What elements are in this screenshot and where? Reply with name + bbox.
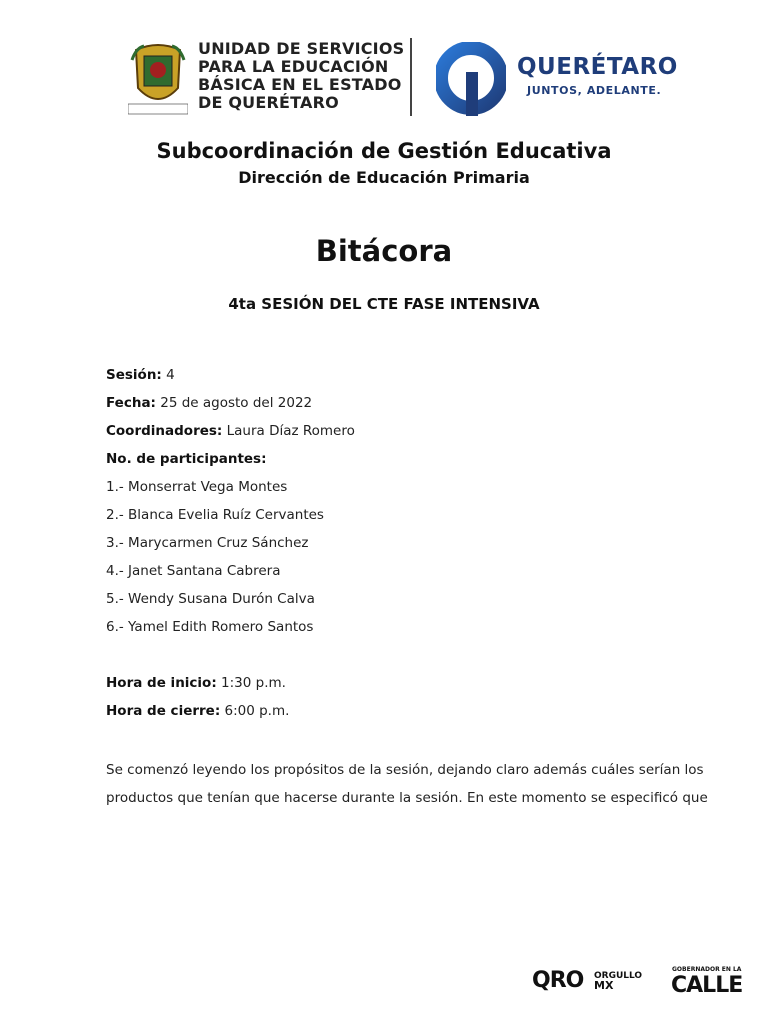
participant-item: 2.- Blanca Evelia Ruíz Cervantes — [106, 507, 324, 523]
participantes-label: No. de participantes: — [106, 451, 267, 467]
participant-item: 3.- Marycarmen Cruz Sánchez — [106, 535, 309, 551]
institution-line: BÁSICA EN EL ESTADO — [198, 75, 402, 94]
sesion-value: 4 — [161, 367, 175, 383]
state-name: QUERÉTARO — [517, 54, 678, 80]
institution-name — [198, 40, 404, 112]
fecha-row — [106, 392, 706, 420]
document-body — [106, 364, 706, 812]
participant-item: 4.- Janet Santana Cabrera — [106, 563, 281, 579]
participantes-row — [106, 448, 706, 476]
cierre-row — [106, 700, 706, 728]
coordinadores-value: Laura Díaz Romero — [222, 423, 355, 439]
inicio-row — [106, 672, 706, 700]
paragraph-line: Se comenzó leyendo los propósitos de la sesión, dejando claro además cuáles serían los — [106, 762, 704, 778]
session-title: 4ta SESIÓN DEL CTE FASE INTENSIVA — [228, 295, 540, 313]
institution-line: PARA LA EDUCACIÓN — [198, 57, 389, 76]
institution-line: UNIDAD DE SERVICIOS — [198, 39, 405, 58]
subcoordinacion-title: Subcoordinación de Gestión Educativa — [156, 139, 612, 163]
participant-item: 1.- Monserrat Vega Montes — [106, 479, 288, 495]
footer-calle-logo: CALLE — [671, 973, 743, 998]
coordinadores-row — [106, 420, 706, 448]
queretaro-seal-icon — [128, 40, 188, 116]
paragraph-line: productos que tenían que hacerse durante la sesión. En este momento se especificó que — [106, 790, 708, 806]
direccion-title: Dirección de Educación Primaria — [238, 168, 530, 187]
spacer — [106, 644, 706, 672]
footer-orgullo-logo — [594, 971, 642, 991]
queretaro-q-logo-icon — [436, 42, 506, 116]
inicio-label: Hora de inicio: — [106, 675, 217, 691]
orgullo-text: ORGULLO — [594, 971, 643, 981]
footer-gobernador-text: GOBERNADOR EN LA — [672, 966, 742, 973]
institution-line: DE QUERÉTARO — [198, 93, 339, 112]
participant-item: 5.- Wendy Susana Durón Calva — [106, 591, 315, 607]
header-divider — [410, 38, 412, 116]
sesion-label: Sesión: — [106, 367, 162, 383]
state-tagline: JUNTOS, ADELANTE. — [527, 84, 662, 97]
fecha-value: 25 de agosto del 2022 — [155, 395, 313, 411]
document-header — [128, 36, 688, 120]
participant-item: 6.- Yamel Edith Romero Santos — [106, 619, 314, 635]
footer-qro-logo: QRO — [532, 968, 584, 993]
cierre-value: 6:00 p.m. — [220, 703, 290, 719]
mx-text: MX — [594, 979, 614, 992]
fecha-label: Fecha: — [106, 395, 156, 411]
body-paragraph — [106, 756, 706, 812]
coordinadores-label: Coordinadores: — [106, 423, 223, 439]
inicio-value: 1:30 p.m. — [216, 675, 286, 691]
cierre-label: Hora de cierre: — [106, 703, 221, 719]
spacer — [106, 728, 706, 756]
page-title: Bitácora — [315, 234, 453, 268]
sesion-row — [106, 364, 706, 392]
